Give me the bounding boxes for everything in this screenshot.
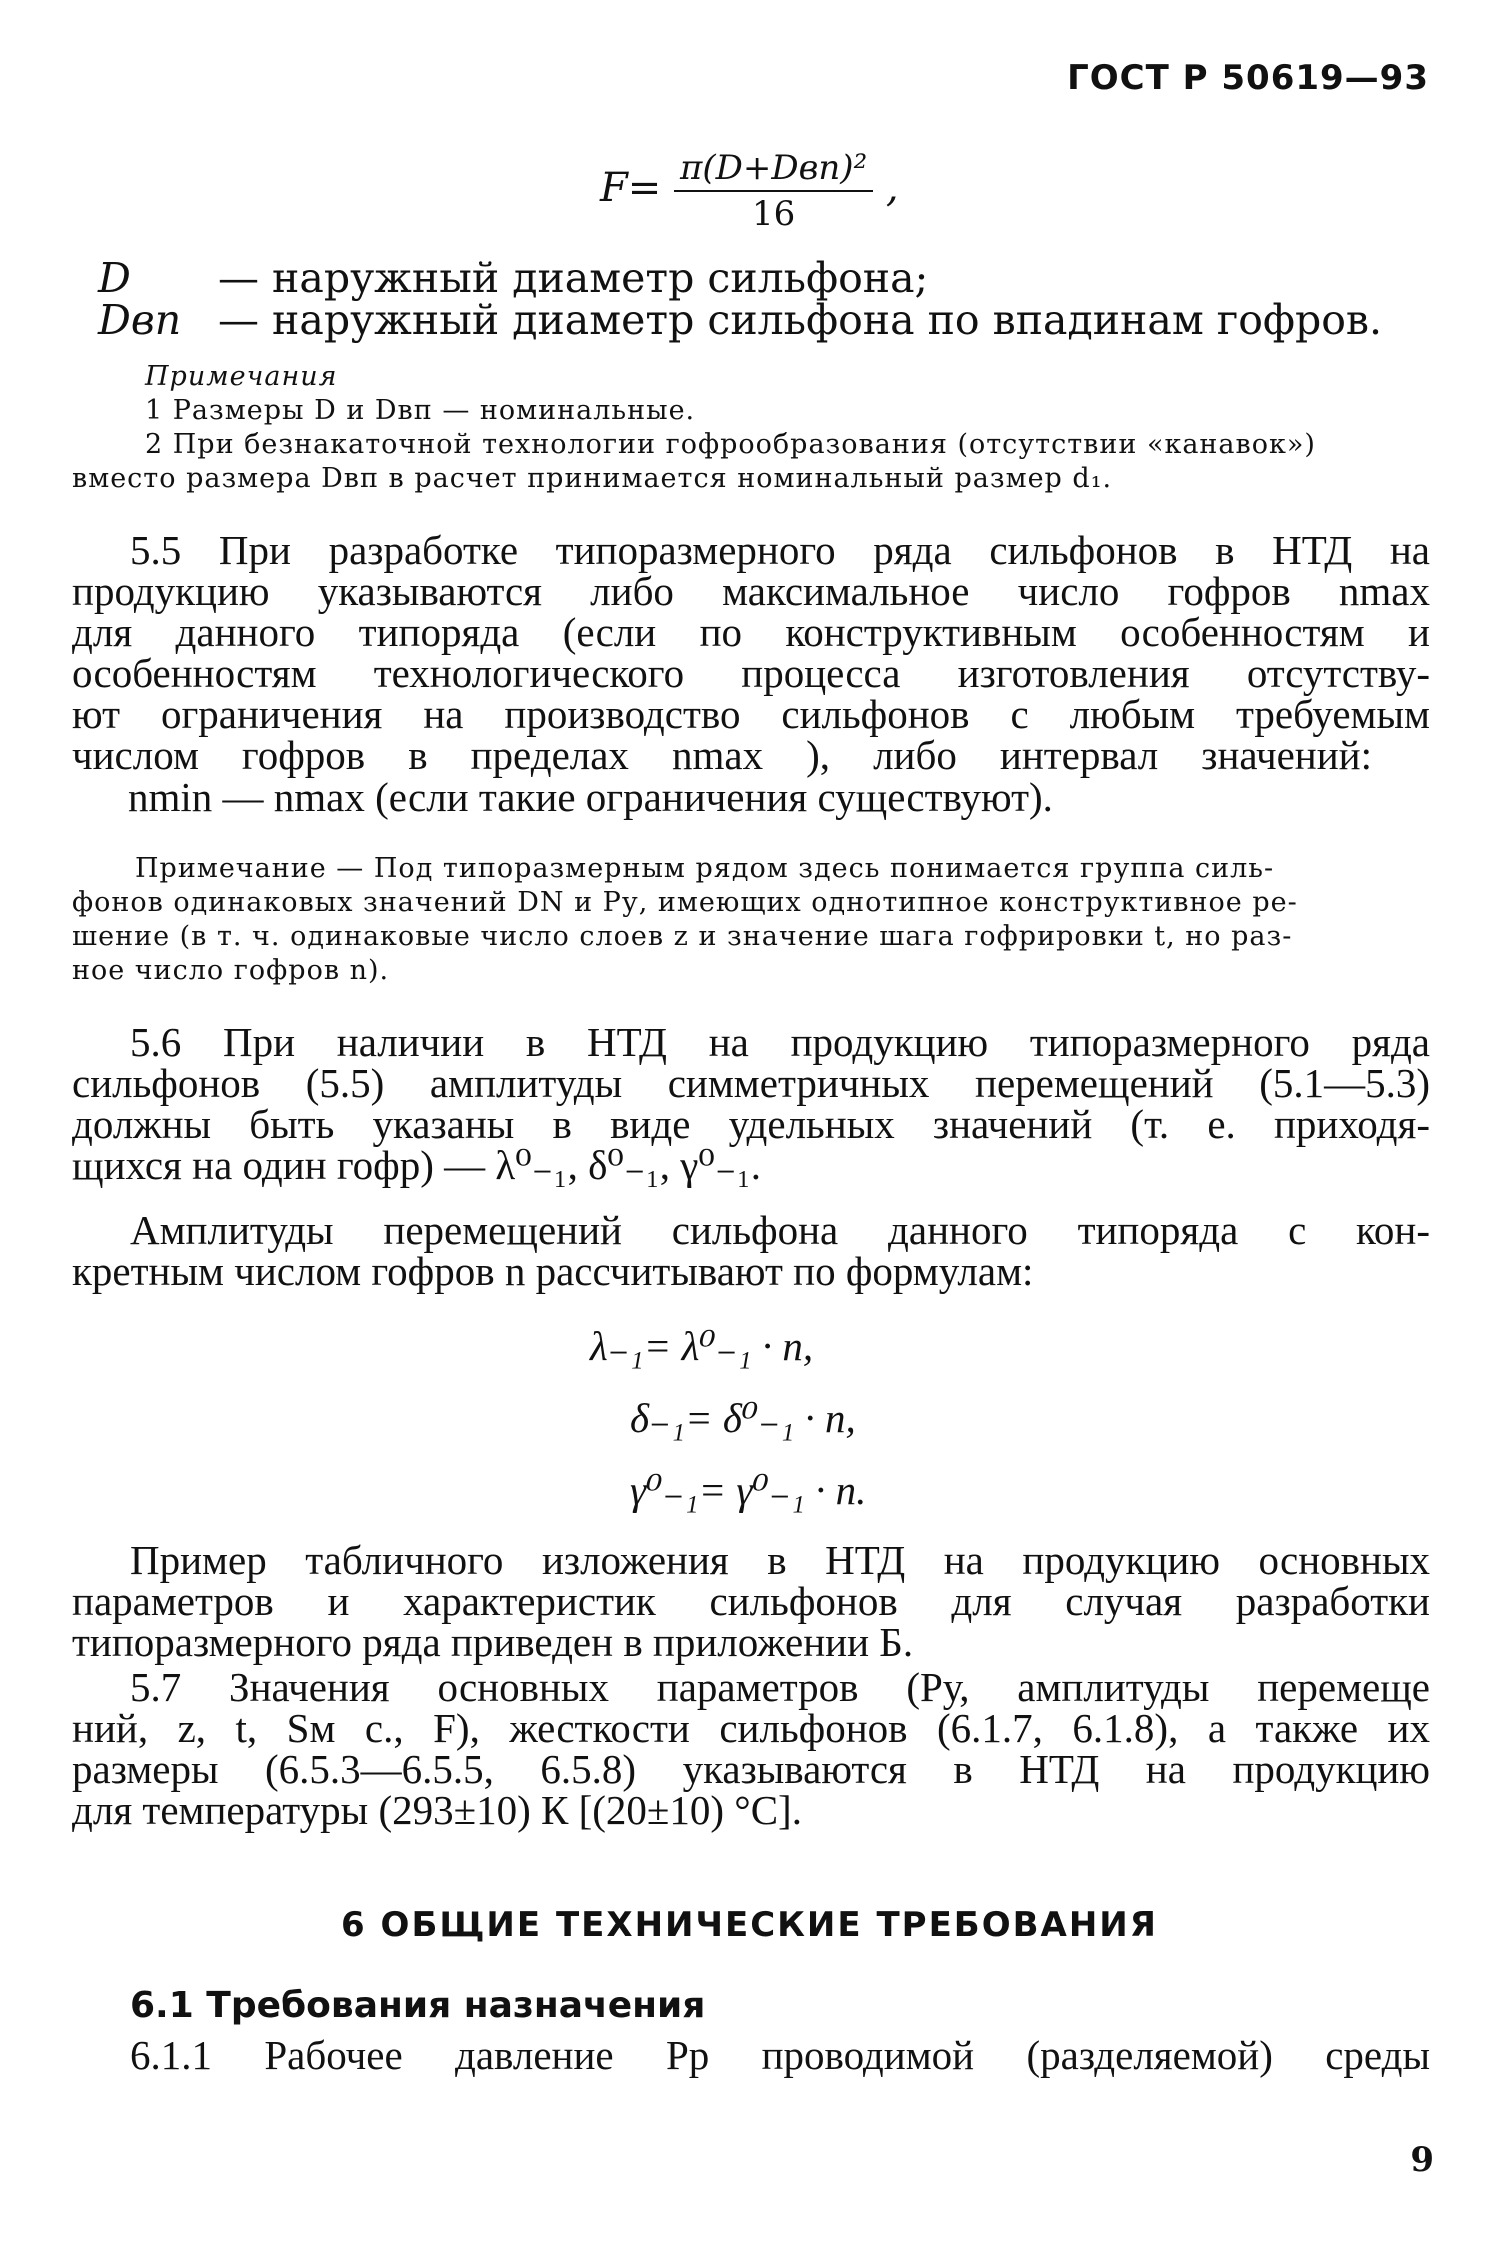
subsection-heading: 6.1 Требования назначения <box>130 1985 706 2026</box>
note55-line: ное число гофров n). <box>72 955 390 986</box>
definition-symbol: Dвп <box>98 296 182 344</box>
p57-line: для температуры (293±10) К [(20±10) °С]. <box>72 1787 802 1833</box>
p56c-line: Пример табличного изложения в НТД на продукцию основных <box>130 1537 1430 1583</box>
p55-line: особенностям технологического процесса изготовления отсутству- <box>72 650 1430 696</box>
p56b-line: Амплитуды перемещений сильфона данного типоряда с кон- <box>130 1207 1430 1253</box>
p57-line: размеры (6.5.3—6.5.5, 6.5.8) указываются в НТД на продукцию <box>72 1746 1430 1792</box>
p55-line: для данного типоряда (если по конструктивным особенностям и <box>72 609 1430 655</box>
note55-line: шение (в т. ч. одинаковые число слоев z и значение шага гофрировки t, но раз- <box>72 921 1293 952</box>
formula-f-fraction <box>674 148 873 234</box>
p55-line: 5.5 При разработке типоразмерного ряда сильфонов в НТД на <box>130 527 1430 573</box>
formula-f-tail: , <box>885 165 899 211</box>
formula-delta: δ₋₁= δ⁰₋₁ · n, <box>630 1395 856 1441</box>
p56-line: сильфонов (5.5) амплитуды симметричных перемещений (5.1—5.3) <box>72 1060 1430 1106</box>
notes-line: 2 При безнакаточной технологии гофрообразования (отсутствии «канавок») <box>145 429 1316 460</box>
formula-f-lhs: F= <box>600 165 662 211</box>
formula-f-numerator: π(D+Dвп)² <box>674 148 873 192</box>
note55-line: фонов одинаковых значений DN и Pу, имеющих однотипное конструктивное ре- <box>72 887 1298 918</box>
notes-title: Примечания <box>145 361 338 392</box>
p55-line: продукцию указываются либо максимальное число гофров nmax <box>72 568 1430 614</box>
p55-line: nmin — nmax (если такие ограничения существуют). <box>128 774 1053 820</box>
definition-text: наружный диаметр сильфона по впадинам гофров. <box>272 296 1383 344</box>
definition-symbol: D <box>98 254 131 302</box>
p55-line: ют ограничения на производство сильфонов с любым требуемым <box>72 691 1430 737</box>
definition-text: наружный диаметр сильфона; <box>272 254 929 302</box>
section-heading: 6 ОБЩИЕ ТЕХНИЧЕСКИЕ ТРЕБОВАНИЯ <box>341 1905 1158 1945</box>
notes-line: вместо размера Dвп в расчет принимается номинальный размер d₁. <box>72 463 1113 494</box>
note55-text: Примечание — Под типоразмерным рядом здесь понимается группа силь- <box>135 853 1275 884</box>
p56-line: щихся на один гофр) — λ⁰₋₁, δ⁰₋₁, γ⁰₋₁. <box>72 1142 762 1188</box>
notes-line: 1 Размеры D и Dвп — номинальные. <box>145 395 696 426</box>
note55-line <box>135 852 1430 885</box>
formula-f-denominator: 16 <box>751 194 796 234</box>
p56c-line: параметров и характеристик сильфонов для случая разработки <box>72 1578 1430 1624</box>
p611-line: 6.1.1 Рабочее давление Pр проводимой (разделяемой) среды <box>130 2032 1430 2078</box>
p55-line: числом гофров в пределах nmax ), либо интервал значений: <box>72 732 1372 778</box>
p56-line: 5.6 При наличии в НТД на продукцию типоразмерного ряда <box>130 1019 1430 1065</box>
formula-gamma: γ⁰₋₁= γ⁰₋₁ · n. <box>630 1467 867 1513</box>
definition-dvp <box>98 290 1382 350</box>
p57-line: ний, z, t, Sм с., F), жесткости сильфонов (6.1.7, 6.1.8), а также их <box>72 1705 1430 1751</box>
definition-dash: — <box>218 296 259 344</box>
p56b-line: кретным числом гофров n рассчитывают по формулам: <box>72 1248 1034 1294</box>
definition-dash: — <box>218 254 259 302</box>
p57-line: 5.7 Значения основных параметров (Pу, амплитуды перемеще <box>130 1664 1430 1710</box>
formula-lambda: λ₋₁= λ⁰₋₁ · n, <box>590 1323 814 1369</box>
p56-line: должны быть указаны в виде удельных значений (т. е. приходя- <box>72 1101 1430 1147</box>
p56c-line: типоразмерного ряда приведен в приложении Б. <box>72 1619 914 1665</box>
page-number: 9 <box>1410 2140 1434 2180</box>
standard-header: ГОСТ Р 50619—93 <box>1067 58 1429 98</box>
formula-f <box>600 148 899 234</box>
